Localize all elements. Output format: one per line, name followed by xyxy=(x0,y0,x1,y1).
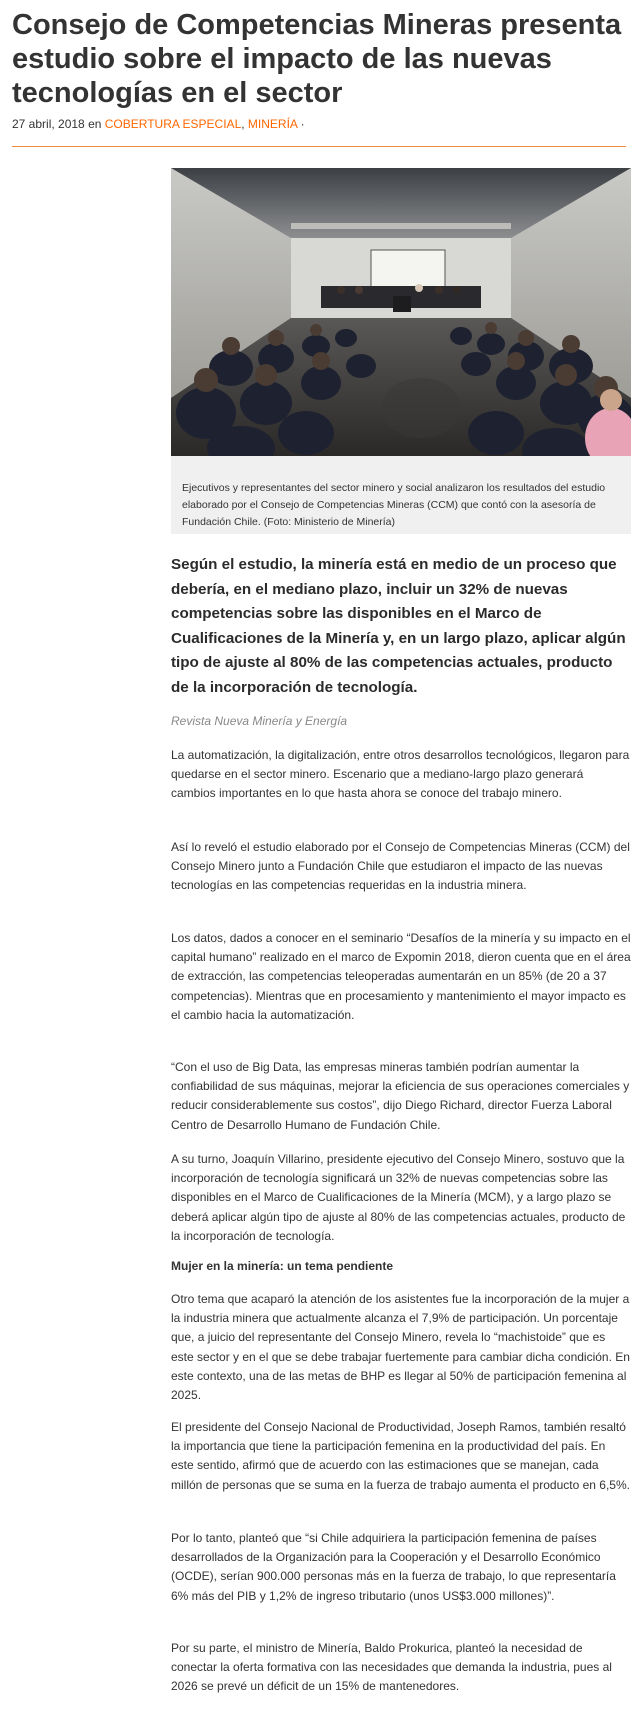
section-subheading: Mujer en la minería: un tema pendiente xyxy=(171,1259,394,1273)
meta-connector: en xyxy=(84,117,105,131)
image-caption: Ejecutivos y representantes del sector minero y social analizaron los resultados del estudio elaborado por el Consejo de Competencias Mineras (CCM) que contó con la asesoría de Fundación Chile. (Foto: Ministerio de Minería) xyxy=(182,482,606,528)
body-paragraph: Por su parte, el ministro de Minería, Baldo Prokurica, planteó la necesidad de conectar la oferta formativa con las necesidades que demanda la industria, pues al 2026 se prevé un déficit de un 15% de mantenedores. xyxy=(171,1641,612,1694)
body-paragraph: Los datos, dados a conocer en el seminario “Desafíos de la minería y su impacto en el capital humano” realizado en el marco de Expomin 2018, dieron cuenta que en el área de extracción, las competencias teleoperadas aumentarán en un 85% (de 20 a 37 competencias). Mientras que en procesamiento y mantenimiento el mayor impacto es el cambio hacia la automatización. xyxy=(171,931,631,1022)
article-lead: Según el estudio, la minería está en medio de un proceso que debería, en el mediano plazo, incluir un 32% de nuevas competencias sobre las disponibles en el Marco de Cualificaciones de la Minería y, en un largo plazo, aplicar algún tipo de ajuste al 80% de las competencias actuales, producto de la incorporación de tecnología. xyxy=(171,556,626,696)
body-paragraph: “Con el uso de Big Data, las empresas mineras también podrían aumentar la confiabilidad de sus máquinas, mejorar la eficiencia de sus operaciones comerciales y reducir considerablemente sus costos”, dijo Diego Richard, director Fuerza Laboral Centro de Desarrollo Humano de Fundación Chile. xyxy=(171,1060,630,1132)
body-paragraph: La automatización, la digitalización, entre otros desarrollos tecnológicos, llegaron para quedarse en el sector minero. Escenario que a mediano-largo plazo generará cambios importantes en lo que hasta ahora se conoce del trabajo minero. xyxy=(171,748,630,801)
article-meta xyxy=(12,117,305,131)
seminar-photo xyxy=(171,168,631,456)
body-paragraph: Así lo reveló el estudio elaborado por el Consejo de Competencias Mineras (CCM) del Consejo Minero junto a Fundación Chile que estudiaron el impacto de las nuevas tecnologías en las competencias requeridas en la industria minera. xyxy=(171,840,630,893)
body-paragraph: Por lo tanto, planteó que “si Chile adquiriera la participación femenina de países desarrollados de la Organización para la Cooperación y el Desarrollo Económico (OCDE), serían 900.000 personas más en la fuerza de trabajo, lo que representaría 6% más del PIB y 1,2% de ingreso tributario (unos US$3.000 millones)”. xyxy=(171,1531,616,1603)
body-paragraph: Otro tema que acaparó la atención de los asistentes fue la incorporación de la mujer a la industria minera que actualmente alcanza el 7,9% de participación. Un porcentaje que, a juicio del representante del Consejo Minero, revela lo “machistoide” que es este sector y en el que se debe trabajar fuertemente para cambiar dicha condición. En este contexto, una de las metas de BHP es llegar al 50% de participación femenina al 2025. xyxy=(171,1292,630,1403)
article-figure xyxy=(171,168,631,534)
title-divider xyxy=(12,146,626,147)
body-paragraph: El presidente del Consejo Nacional de Productividad, Joseph Ramos, también resaltó la importancia que tiene la participación femenina en la productividad del país. En este sentido, afirmó que de acuerdo con las estimaciones que se manejan, cada millón de personas que se suma en la fuerza de trabajo aumenta el producto en 6,5%. xyxy=(171,1420,630,1492)
meta-suffix: · xyxy=(297,117,305,131)
body-paragraph: A su turno, Joaquín Villarino, presidente ejecutivo del Consejo Minero, sostuvo que la incorporación de tecnología significará un 32% de nuevas competencias sobre las disponibles en el Marco de Cualificaciones de la Minería (MCM), y a largo plazo se deberá aplicar algún tipo de ajuste al 80% de las competencias actuales, producto de la incorporación de tecnología. xyxy=(171,1152,626,1243)
publish-date: 27 abril, 2018 xyxy=(12,117,85,131)
category-link-mineria[interactable]: MINERÍA xyxy=(247,117,298,131)
category-separator: , xyxy=(241,117,248,131)
article-source: Revista Nueva Minería y Energía xyxy=(171,714,348,728)
article-title: Consejo de Competencias Mineras presenta estudio sobre el impacto de las nuevas tecnologías en el sector xyxy=(12,9,622,109)
category-link-cobertura-especial[interactable]: COBERTURA ESPECIAL xyxy=(104,117,242,131)
